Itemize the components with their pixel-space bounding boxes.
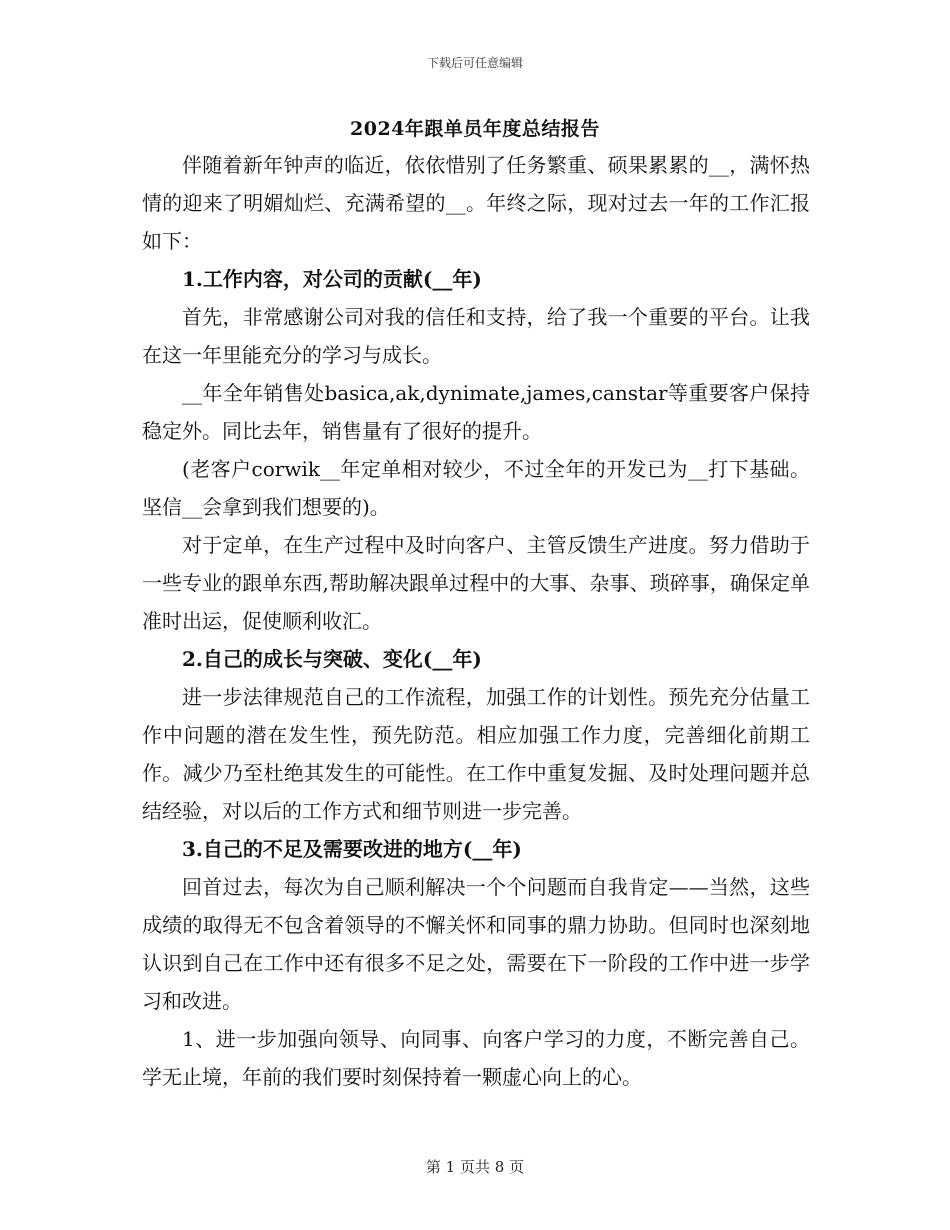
page-header-note: 下载后可任意编辑 [426,56,523,70]
section-heading-3: 3.自己的不足及需要改进的地方(__年) [182,837,522,861]
document-title: 2024年跟单员年度总结报告 [350,118,600,140]
section-heading-1: 1.工作内容，对公司的贡献(__年) [182,267,482,291]
page-number: 第 1 页共 8 页 [425,1158,525,1176]
paragraph-growth: 进一步法律规范自己的工作流程，加强工作的计划性。预先充分估量工作中问题的潜在发生性，预先防范。相应加强工作力度，完善细化前期工作。减少乃至杜绝其发生的可能性。在工作中重复发掘、及时处理问题并总结经验，对以后的工作方式和细节则进一步完善。 [142,685,810,823]
paragraph-review: 回首过去，每次为自己顺利解决一个个问题而自我肯定——当然，这些成绩的取得无不包含着领导的不懈关怀和同事的鼎力协助。但同时也深刻地认识到自己在工作中还有很多不足之处，需要在下一阶段的工作中进一步学习和改进。 [142,875,810,1013]
document-body [142,146,810,1096]
paragraph-old-customer: (老客户corwik__年定单相对较少，不过全年的开发已为__打下基础。坚信__会拿到我们想要的)。 [142,457,810,519]
paragraph-sales: __年全年销售处basica,ak,dynimate,james,canstar等重要客户保持稳定外。同比去年，销售量有了很好的提升。 [142,381,810,443]
paragraph-thanks: 首先，非常感谢公司对我的信任和支持，给了我一个重要的平台。让我在这一年里能充分的学习与成长。 [142,305,810,367]
paragraph-improvement-1: 1、进一步加强向领导、向同事、向客户学习的力度，不断完善自己。学无止境，年前的我们要时刻保持着一颗虚心向上的心。 [142,1027,810,1089]
section-heading-2: 2.自己的成长与突破、变化(__年) [182,647,482,671]
paragraph-orders: 对于定单，在生产过程中及时向客户、主管反馈生产进度。努力借助于一些专业的跟单东西,帮助解决跟单过程中的大事、杂事、琐碎事，确保定单准时出运，促使顺利收汇。 [142,533,810,633]
paragraph-intro: 伴随着新年钟声的临近，依依惜别了任务繁重、硕果累累的__，满怀热情的迎来了明媚灿烂、充满希望的__。年终之际，现对过去一年的工作汇报如下： [142,153,810,253]
